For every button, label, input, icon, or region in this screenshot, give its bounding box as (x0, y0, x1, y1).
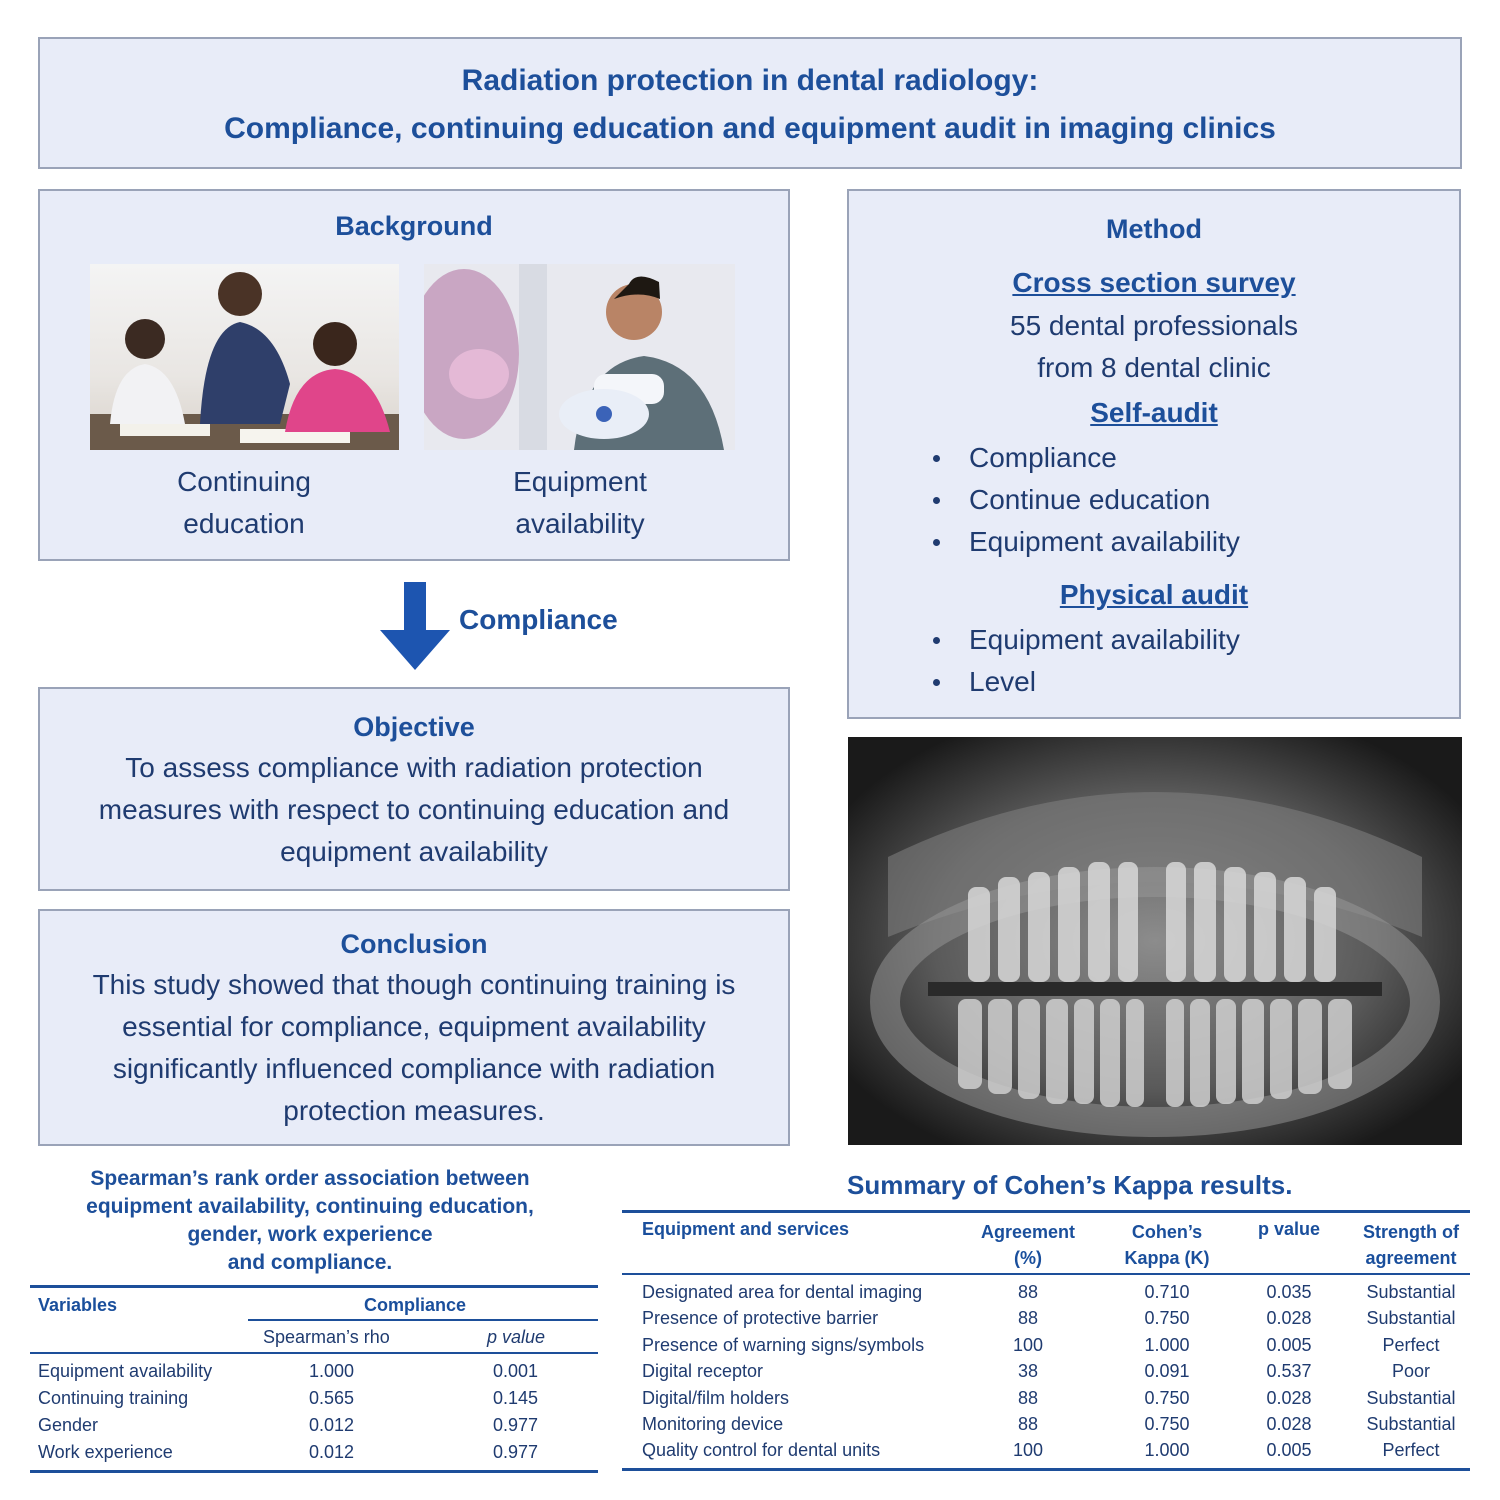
conclusion-panel (38, 909, 790, 1146)
cell-agreement: 88 (1017, 1308, 1039, 1329)
cell-p: 0.028 (1266, 1387, 1312, 1408)
table-row (30, 1358, 598, 1385)
background-heading: Background (335, 211, 493, 241)
cell-agreement: 100 (1012, 1334, 1044, 1355)
kappa-table (622, 1210, 1470, 1471)
title-line: gender, work experience (187, 1223, 433, 1246)
list-item: Equipment availability (933, 619, 1459, 661)
survey-line-1: 55 dental professionals (1010, 310, 1298, 341)
cell-rho: 0.012 (309, 1442, 355, 1462)
header-line: Strength of (1363, 1222, 1459, 1242)
caption-line: education (183, 508, 305, 539)
cell-equipment: Quality control for dental units (642, 1440, 881, 1461)
caption-line: Equipment (513, 466, 647, 497)
conclusion-text: This study showed that though continuing training is essential for compliance, equipment availability significantly influenced compliance with radiation protection measures. (92, 969, 736, 1126)
physical-audit-heading: Physical audit (1059, 579, 1249, 610)
col-agreement (968, 1219, 1088, 1271)
table-row (622, 1279, 1470, 1305)
cell-p: 0.028 (1266, 1308, 1312, 1329)
cell-equipment: Digital/film holders (642, 1387, 790, 1408)
caption-equipment-availability (450, 461, 710, 545)
col-p-value: p value (1258, 1219, 1321, 1239)
objective-heading: Objective (353, 712, 475, 742)
table-row (622, 1437, 1470, 1463)
cell-variable: Work experience (38, 1442, 173, 1462)
conclusion-heading: Conclusion (340, 929, 488, 959)
cell-rho: 0.565 (309, 1388, 355, 1408)
objective-text: To assess compliance with radiation protection measures with respect to continuing education and equipment availability (98, 752, 730, 867)
physical-audit-list (933, 619, 1459, 703)
cell-agreement: 38 (1017, 1361, 1039, 1382)
cell-p: 0.028 (1266, 1413, 1312, 1434)
caption-continuing-education (114, 461, 374, 545)
cell-kappa: 0.710 (1144, 1282, 1190, 1302)
header-line: Cohen’s (1131, 1222, 1203, 1242)
col-equipment: Equipment and services (642, 1219, 850, 1239)
table-row (30, 1412, 598, 1439)
down-arrow-icon (380, 582, 450, 670)
self-audit-heading: Self-audit (1090, 397, 1218, 428)
header-line: Agreement (980, 1222, 1076, 1242)
list-item: Compliance (933, 437, 1459, 479)
title-line-1: Radiation protection in dental radiology: (461, 64, 1039, 97)
list-item: Equipment availability (933, 521, 1459, 563)
cell-p: 0.145 (493, 1388, 539, 1408)
cell-p: 0.537 (1266, 1361, 1312, 1382)
table-row (622, 1332, 1470, 1358)
list-item: Level (933, 661, 1459, 703)
col-variables: Variables (38, 1295, 118, 1315)
list-item: Continue education (933, 479, 1459, 521)
table-row (622, 1305, 1470, 1331)
self-audit-list (933, 437, 1459, 563)
col-p-value: p value (487, 1327, 546, 1347)
cell-kappa: 1.000 (1144, 1440, 1190, 1461)
dental-equipment-photo (424, 264, 735, 450)
cell-equipment: Designated area for dental imaging (642, 1282, 923, 1302)
cell-variable: Continuing training (38, 1388, 189, 1408)
spearman-table-title (30, 1165, 590, 1277)
cell-p: 0.977 (493, 1415, 539, 1435)
header-line: agreement (1365, 1248, 1457, 1268)
header-line: Kappa (K) (1124, 1248, 1210, 1268)
col-spearman-rho: Spearman’s rho (263, 1327, 390, 1347)
table-row (622, 1358, 1470, 1384)
panoramic-xray-image (848, 737, 1462, 1145)
cell-strength: Perfect (1382, 1334, 1440, 1355)
cell-kappa: 1.000 (1144, 1334, 1190, 1355)
cell-p: 0.977 (493, 1442, 539, 1462)
caption-line: availability (515, 508, 645, 539)
arrow-label-compliance: Compliance (459, 604, 618, 635)
kappa-table-title: Summary of Cohen’s Kappa results. (847, 1170, 1293, 1200)
col-kappa (1112, 1219, 1222, 1271)
survey-line-2: from 8 dental clinic (1037, 352, 1271, 383)
cell-strength: Perfect (1382, 1440, 1440, 1461)
cell-equipment: Presence of protective barrier (642, 1308, 879, 1329)
cell-equipment: Digital receptor (642, 1361, 764, 1382)
table-row (622, 1411, 1470, 1437)
cell-strength: Substantial (1366, 1413, 1456, 1434)
cell-agreement: 88 (1017, 1387, 1039, 1408)
method-panel (847, 189, 1461, 719)
header-line: (%) (1014, 1248, 1042, 1268)
title-line: and compliance. (227, 1251, 393, 1274)
cell-kappa: 0.091 (1144, 1361, 1190, 1382)
continuing-education-photo (90, 264, 399, 450)
cell-kappa: 0.750 (1144, 1308, 1190, 1329)
title-banner (38, 37, 1462, 169)
cell-rho: 0.012 (309, 1415, 355, 1435)
title-line: equipment availability, continuing education, (86, 1195, 534, 1218)
cell-p: 0.035 (1266, 1282, 1312, 1302)
cell-rho: 1.000 (309, 1361, 355, 1381)
cell-p: 0.005 (1266, 1334, 1312, 1355)
table-header-row (622, 1213, 1470, 1275)
objective-panel (38, 687, 790, 891)
background-panel (38, 189, 790, 561)
method-heading: Method (1106, 214, 1202, 244)
table-row (30, 1385, 598, 1412)
cell-agreement: 88 (1017, 1282, 1039, 1302)
cell-equipment: Monitoring device (642, 1413, 784, 1434)
kappa-table-body (622, 1279, 1470, 1464)
title-line-2: Compliance, continuing education and equipment audit in imaging clinics (224, 112, 1276, 145)
col-strength (1352, 1219, 1470, 1271)
table-subheader-row (30, 1320, 598, 1354)
cell-equipment: Presence of warning signs/symbols (642, 1334, 925, 1355)
cell-p: 0.001 (493, 1361, 539, 1381)
cell-agreement: 100 (1012, 1440, 1044, 1461)
cell-variable: Equipment availability (38, 1361, 213, 1381)
cell-strength: Poor (1391, 1361, 1431, 1382)
table-row (30, 1439, 598, 1466)
cell-agreement: 88 (1017, 1413, 1039, 1434)
cell-strength: Substantial (1366, 1387, 1456, 1408)
title-line: Spearman’s rank order association between (90, 1167, 530, 1190)
caption-line: Continuing (177, 466, 311, 497)
survey-heading: Cross section survey (1012, 267, 1296, 298)
col-compliance: Compliance (364, 1295, 467, 1315)
cell-strength: Substantial (1366, 1282, 1456, 1302)
cell-p: 0.005 (1266, 1440, 1312, 1461)
cell-kappa: 0.750 (1144, 1387, 1190, 1408)
table-header-row (30, 1288, 598, 1320)
table-row (622, 1385, 1470, 1411)
cell-variable: Gender (38, 1415, 99, 1435)
cell-strength: Substantial (1366, 1308, 1456, 1329)
cell-kappa: 0.750 (1144, 1413, 1190, 1434)
spearman-table (30, 1285, 598, 1473)
